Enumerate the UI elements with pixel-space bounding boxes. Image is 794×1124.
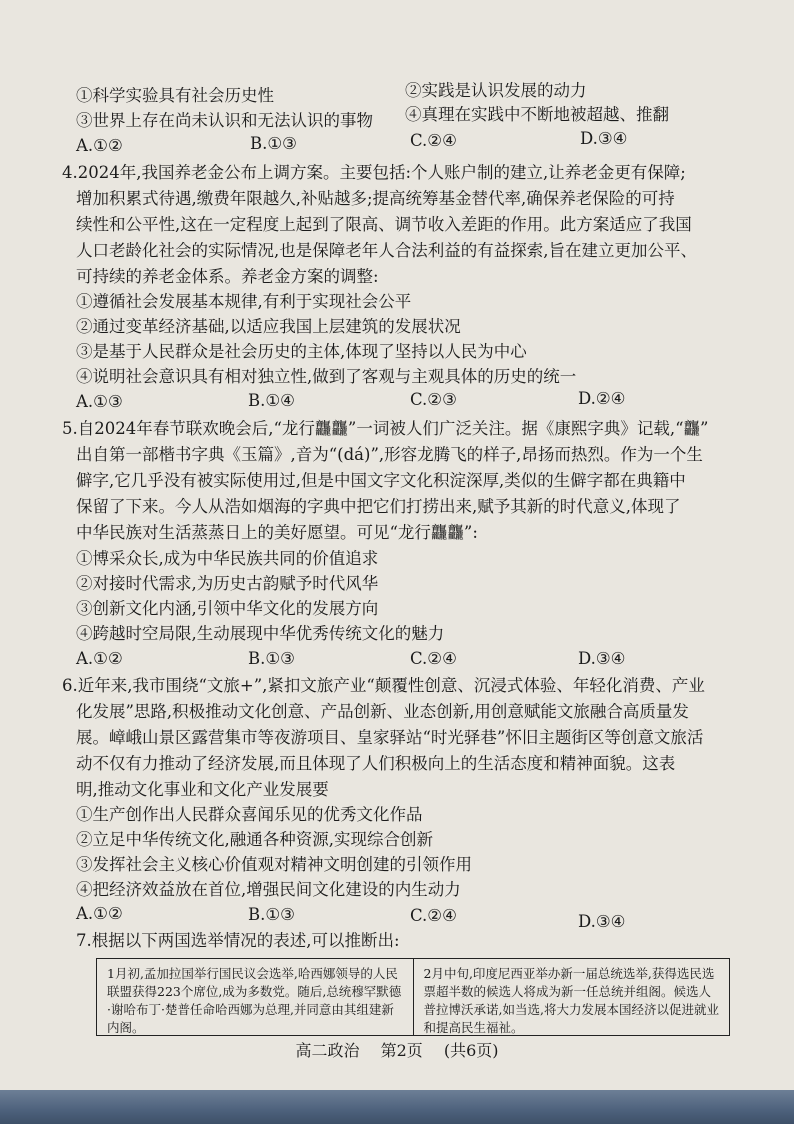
q4-stem-line: 人口老龄化社会的实际情况,也是保障老年人合法利益的有益探索,旨在建立更加公平、 <box>76 241 697 260</box>
q5-option-b: B.①③ <box>248 649 295 668</box>
q4-statement-2: ②通过变革经济基础,以适应我国上层建筑的发展状况 <box>76 317 461 336</box>
q4-option-a: A.①③ <box>76 392 123 411</box>
q4-statement-4: ④说明社会意识具有相对独立性,做到了客观与主观具体的历史的统一 <box>76 367 577 386</box>
footer-subject: 高二政治 <box>295 1041 360 1060</box>
q6-statement-1: ①生产创作出人民群众喜闻乐见的优秀文化作品 <box>76 805 423 824</box>
q7-box-indonesia: 2月中旬,印度尼西亚举办新一届总统选举,获得选民选票超半数的候选人将成为新一任总统并组阁。候选人普拉博沃承诺,如当选,将大力发展本国经济以促进就业和提高民生福祉。 <box>413 959 730 1035</box>
q6-option-d: D.③④ <box>578 912 626 931</box>
q3-statement-2: ②实践是认识发展的动力 <box>405 81 587 100</box>
q7-material-boxes <box>96 958 730 1036</box>
q3-option-c: C.②④ <box>410 131 457 150</box>
q5-statement-1: ①博采众长,成为中华民族共同的价值追求 <box>76 549 379 568</box>
q4-statement-1: ①遵循社会发展基本规律,有利于实现社会公平 <box>76 292 412 311</box>
q6-stem-line: 化发展”思路,积极推动文化创意、产品创新、业态创新,用创意赋能文旅融合高质量发 <box>76 702 689 721</box>
q4-option-d: D.②④ <box>578 389 626 408</box>
q7-stem: 7.根据以下两国选举情况的表述,可以推断出: <box>76 931 400 950</box>
q3-option-a: A.①② <box>76 136 123 155</box>
q6-statement-4: ④把经济效益放在首位,增强民间文化建设的内生动力 <box>76 880 461 899</box>
scan-bottom-edge <box>0 1090 794 1124</box>
footer-total-pages: (共6页) <box>443 1041 499 1060</box>
q3-statement-4: ④真理在实践中不断地被超越、推翻 <box>405 105 669 124</box>
q4-stem-line: 4.2024年,我国养老金公布上调方案。主要包括:个人账户制的建立,让养老金更有保障; <box>62 163 686 182</box>
q5-statement-3: ③创新文化内涵,引领中华文化的发展方向 <box>76 599 379 618</box>
page-footer <box>0 1038 794 1061</box>
q5-statement-2: ②对接时代需求,为历史古韵赋予时代风华 <box>76 574 379 593</box>
q5-stem-line: 中华民族对生活蒸蒸日上的美好愿望。可见“龙行龘龘”: <box>76 523 478 542</box>
q5-statement-4: ④跨越时空局限,生动展现中华优秀传统文化的魅力 <box>76 624 445 643</box>
q6-statement-2: ②立足中华传统文化,融通各种资源,实现综合创新 <box>76 830 433 849</box>
q6-option-b: B.①③ <box>248 905 295 924</box>
q5-stem-line: 出自第一部楷书字典《玉篇》,音为“(dá)”,形容龙腾飞的样子,昂扬而热烈。作为一个生 <box>76 445 703 464</box>
q5-option-c: C.②④ <box>410 649 457 668</box>
q3-statement-3: ③世界上存在尚未认识和无法认识的事物 <box>76 111 373 130</box>
q5-option-a: A.①② <box>76 649 123 668</box>
q5-stem-line: 5.自2024年春节联欢晚会后,“龙行龘龘”一词被人们广泛关注。据《康熙字典》记载,“龘” <box>62 419 709 438</box>
q5-stem-line: 僻字,它几乎没有被实际使用过,但是中国文字文化积淀深厚,类似的生僻字都在典籍中 <box>76 471 686 490</box>
q6-stem-line: 6.近年来,我市围绕“文旅+”,紧扣文旅产业“颠覆性创意、沉浸式体验、年轻化消费、产业 <box>62 676 705 695</box>
q4-stem-line: 可持续的养老金体系。养老金方案的调整: <box>76 267 379 286</box>
footer-page-number: 第2页 <box>380 1041 423 1060</box>
q6-option-c: C.②④ <box>410 906 457 925</box>
q6-option-a: A.①② <box>76 904 123 923</box>
q5-option-d: D.③④ <box>578 649 626 668</box>
q4-option-c: C.②③ <box>410 390 457 409</box>
q4-option-b: B.①④ <box>248 391 295 410</box>
q6-stem-line: 展。嶂峨山景区露营集市等夜游项目、皇家驿站“时光驿巷”怀旧主题街区等创意文旅活 <box>76 728 704 747</box>
q6-statement-3: ③发挥社会主义核心价值观对精神文明创建的引领作用 <box>76 855 472 874</box>
q4-statement-3: ③是基于人民群众是社会历史的主体,体现了坚持以人民为中心 <box>76 342 527 361</box>
q5-stem-line: 保留了下来。今人从浩如烟海的字典中把它们打捞出来,赋予其新的时代意义,体现了 <box>76 497 681 516</box>
q4-stem-line: 续性和公平性,这在一定程度上起到了限高、调节收入差距的作用。此方案适应了我国 <box>76 215 692 234</box>
q6-stem-line: 明,推动文化事业和文化产业发展要 <box>76 780 329 799</box>
q3-option-b: B.①③ <box>250 134 297 153</box>
q6-stem-line: 动不仅有力推动了经济发展,而且体现了人们积极向上的生活态度和精神面貌。这表 <box>76 754 676 773</box>
q3-option-d: D.③④ <box>580 129 628 148</box>
q4-stem-line: 增加积累式待遇,缴费年限越久,补贴越多;提高统筹基金替代率,确保养老保险的可持 <box>76 189 675 208</box>
q3-statement-1: ①科学实验具有社会历史性 <box>76 86 274 105</box>
q7-box-bangladesh: 1月初,孟加拉国举行国民议会选举,哈西娜领导的人民联盟获得223个席位,成为多数党。随后,总统穆罕默德·谢哈布丁·楚普任命哈西娜为总理,并同意由其组建新内阁。 <box>107 966 402 1035</box>
